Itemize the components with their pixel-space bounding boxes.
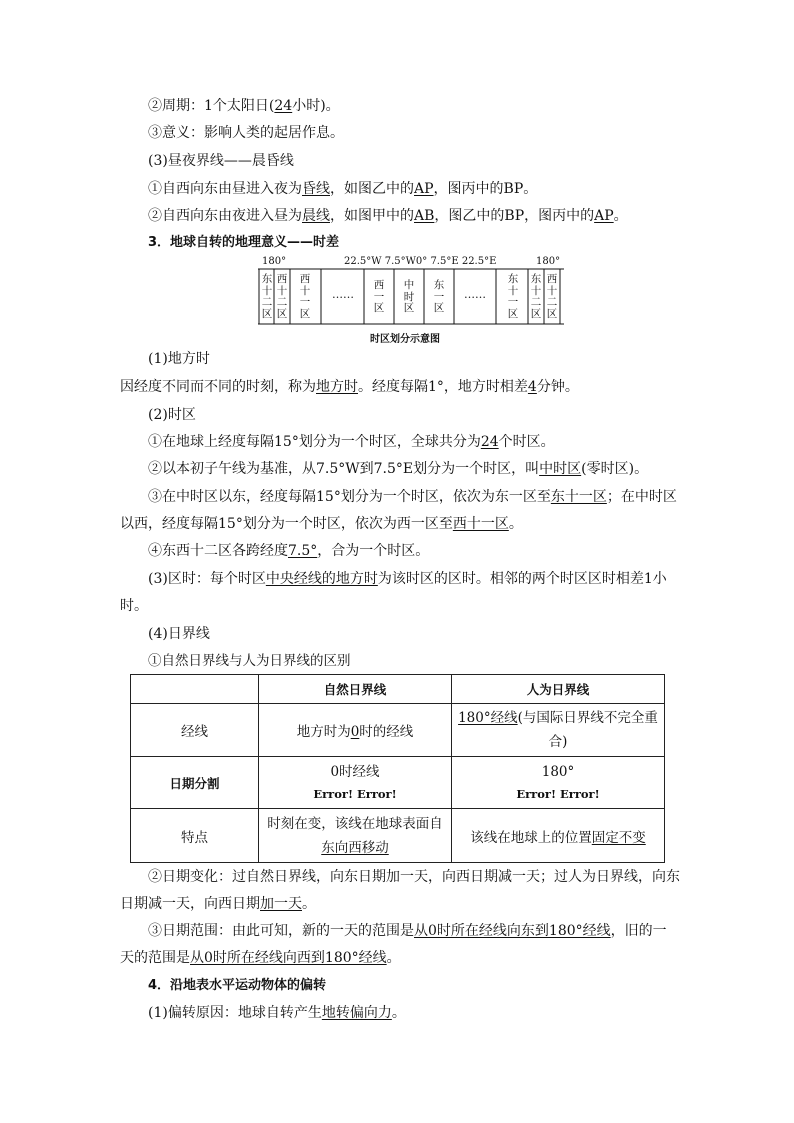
- answer-blank: 地转偏向力: [321, 1005, 392, 1021]
- table-row: [131, 809, 665, 863]
- answer-blank: 24: [274, 98, 293, 114]
- zone-central: 中 时 区: [403, 279, 415, 315]
- answer-blank: 加一天: [260, 896, 302, 912]
- label-180-right: 180°: [536, 256, 561, 267]
- line-deflection-cause: [148, 1004, 406, 1022]
- text: ②以本初子午线为基准，从7.5°W到7.5°E划分为一个时区，叫: [148, 461, 540, 477]
- answer-blank: 从0时所在经线向东到180°经线: [414, 923, 611, 939]
- sub-heading-local-time: (1)地方时: [148, 351, 210, 367]
- answer-blank: 东十一区: [550, 489, 607, 505]
- zone-east-12-left: 东 十 二 区: [261, 273, 273, 320]
- text: ①在地球上经度每隔15°划分为一个时区，全球共分为: [148, 434, 481, 450]
- answer-blank: 中时区: [539, 461, 582, 477]
- section-heading-time-difference: 3．地球自转的地理意义——时差: [148, 235, 340, 250]
- row-label-date-split: 日期分割: [131, 757, 259, 809]
- row-label-feature: 特点: [131, 809, 259, 863]
- text: 。: [302, 896, 316, 912]
- zone-west-12-left: 西 十 二 区: [276, 273, 288, 320]
- text: 。经度每隔1°，地方时相差: [358, 379, 528, 395]
- answer-blank: 西十一区: [452, 516, 509, 532]
- text: 为该时区的区时。相邻的两个时区区时相差1小: [377, 571, 667, 587]
- figure-caption: 时区划分示意图: [370, 334, 440, 345]
- row-label-meridian: 经线: [131, 704, 259, 757]
- text: 小时)。: [292, 98, 340, 114]
- ellipsis-right: ……: [464, 288, 486, 301]
- sub-heading-dateline: (4)日界线: [148, 626, 210, 642]
- line-period: [148, 97, 340, 115]
- text: 。: [391, 1005, 406, 1021]
- line-dusk: [148, 180, 537, 198]
- answer-blank: 24: [480, 434, 499, 450]
- line-tz-3a: [148, 488, 677, 506]
- cell-natural-split: 0时经线 Error! Error!: [259, 757, 452, 809]
- answer-blank: 从0时所在经线向西到180°经线: [190, 950, 387, 966]
- text: (1)偏转原因：地球自转产生: [148, 1005, 322, 1021]
- zone-west-1: 西 一 区: [373, 279, 385, 315]
- text: ③在中时区以东，经度每隔15°划分为一个时区，依次为东一区至: [148, 489, 551, 505]
- line-date-range-a: [148, 922, 667, 940]
- line-tz-3b: [120, 515, 523, 533]
- header-natural: 自然日界线: [259, 675, 452, 704]
- text: 个时区。: [498, 434, 555, 450]
- text: 因经度不同而不同的时刻，称为: [120, 379, 316, 395]
- text: ②自西向东由夜进入昼为: [148, 208, 302, 224]
- text: ，合为一个时区。: [317, 543, 430, 559]
- line-date-range-b: [120, 949, 401, 967]
- line-local-time: [120, 378, 579, 396]
- zone-east-12-right: 东 十 二 区: [530, 273, 542, 320]
- answer-blank: 4: [527, 379, 537, 395]
- dateline-table: [130, 674, 665, 863]
- cell-artificial-split: 180° Error! Error!: [452, 757, 665, 809]
- text: 。: [386, 950, 401, 966]
- sub-heading-timezone: (2)时区: [148, 407, 196, 423]
- line-tz-1: [148, 433, 555, 451]
- text: 分钟。: [536, 379, 579, 395]
- cell-artificial-feature: 该线在地球上的位置固定不变: [452, 809, 665, 863]
- label-longitudes: 22.5°W 7.5°W0° 7.5°E 22.5°E: [344, 256, 497, 267]
- cell-artificial-meridian: 180°经线(与国际日界线不完全重 合): [452, 704, 665, 757]
- text: ①自西向东由昼进入夜为: [148, 181, 302, 197]
- text: ，旧的一: [610, 923, 667, 939]
- ellipsis-left: ……: [332, 288, 354, 301]
- text: ④东西十二区各跨经度: [148, 543, 288, 559]
- text: 日期减一天，向西日期: [120, 896, 260, 912]
- zone-east-1: 东 一 区: [433, 279, 445, 315]
- answer-blank: 7.5°: [288, 543, 318, 559]
- header-artificial: 人为日界线: [452, 675, 665, 704]
- table-row: [131, 704, 665, 757]
- text: 以西，经度每隔15°划分为一个时区，依次为西一区至: [120, 516, 453, 532]
- text: ，如图甲中的: [330, 208, 414, 224]
- line-dawn: [148, 207, 628, 225]
- table-corner: [131, 675, 259, 704]
- text: ，如图乙中的: [330, 181, 414, 197]
- answer-blank: AP: [414, 181, 434, 197]
- line-zone-time-b: 时。: [120, 598, 148, 614]
- line-meaning: ③意义：影响人类的起居作息。: [148, 125, 344, 141]
- line-tz-4: [148, 542, 429, 560]
- text: ，图乙中的BP，图丙中的: [434, 208, 595, 224]
- text: ②周期：1个太阳日(: [148, 98, 275, 114]
- line-dateline-compare: ①自然日界线与人为日界线的区别: [148, 653, 351, 669]
- text: (3)区时：每个时区: [148, 571, 266, 587]
- answer-blank: 晨线: [302, 208, 330, 224]
- text: ；在中时区: [606, 489, 677, 505]
- zone-east-11: 东 十 一 区: [507, 273, 519, 320]
- table-row: [131, 757, 665, 809]
- timezone-diagram: [258, 256, 564, 326]
- label-180-left: 180°: [262, 256, 287, 267]
- cell-natural-meridian: 地方时为0时的经线: [259, 704, 452, 757]
- text: 天的范围是: [120, 950, 190, 966]
- text: 。: [508, 516, 523, 532]
- zone-west-11: 西 十 一 区: [299, 273, 311, 320]
- answer-blank: 地方时: [316, 379, 358, 395]
- line-tz-2: [148, 460, 648, 478]
- text: 。: [613, 208, 628, 224]
- section-heading-terminator: (3)昼夜界线——晨昏线: [148, 153, 294, 169]
- answer-blank: AP: [594, 208, 614, 224]
- section-heading-deflection: 4．沿地表水平运动物体的偏转: [148, 978, 327, 993]
- answer-blank: 昏线: [302, 181, 330, 197]
- line-date-change-a: ②日期变化：过自然日界线，向东日期加一天，向西日期减一天；过人为日界线，向东: [148, 869, 680, 885]
- text: ③日期范围：由此可知，新的一天的范围是: [148, 923, 414, 939]
- cell-natural-feature: 时刻在变，该线在地球表面自 东向西移动: [259, 809, 452, 863]
- answer-blank: 中央经线的地方时: [265, 571, 378, 587]
- zone-west-12-right: 西 十 二 区: [546, 273, 558, 320]
- line-date-change-b: [120, 895, 316, 913]
- text: (零时区)。: [581, 461, 649, 477]
- text: ，图丙中的BP。: [433, 181, 538, 197]
- answer-blank: AB: [414, 208, 435, 224]
- line-zone-time-a: [148, 570, 667, 588]
